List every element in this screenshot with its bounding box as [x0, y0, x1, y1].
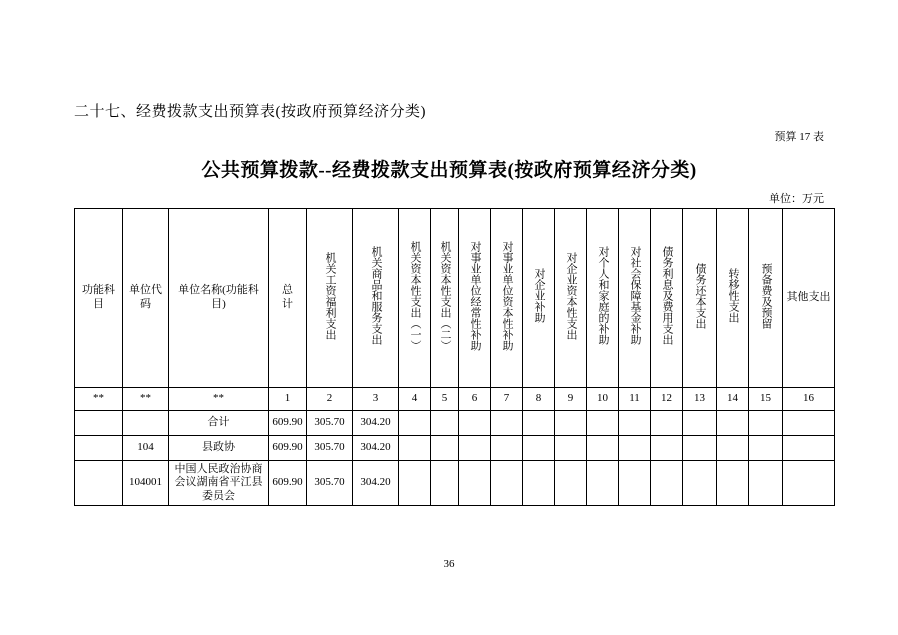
cell-capital-2 — [431, 436, 459, 461]
header-cell-unit-name — [169, 209, 269, 388]
cell-reserve — [749, 461, 783, 506]
col-num-cell: 2 — [307, 388, 353, 411]
col-num-cell: ** — [75, 388, 123, 411]
col-num-cell: ** — [123, 388, 169, 411]
cell-salary-welfare: 305.70 — [307, 436, 353, 461]
header-text: 转移性支出 — [726, 268, 739, 324]
col-num-cell: 6 — [459, 388, 491, 411]
cell-social-security — [619, 436, 651, 461]
cell-institution-recurrent — [459, 411, 491, 436]
col-num-cell: 4 — [399, 388, 431, 411]
cell-enterprise-subsidy — [523, 411, 555, 436]
cell-goods-services: 304.20 — [353, 436, 399, 461]
header-text: 机关资本性支出（二） — [438, 240, 451, 351]
header-text: 债务利息及费用支出 — [660, 246, 673, 346]
cell-institution-recurrent — [459, 461, 491, 506]
cell-transfer — [717, 436, 749, 461]
col-num-cell: 5 — [431, 388, 459, 411]
header-text: 单位代码 — [129, 284, 162, 310]
col-num-cell: 16 — [783, 388, 835, 411]
cell-total: 609.90 — [269, 461, 307, 506]
header-text: 对企业资本性支出 — [564, 251, 577, 340]
col-num-cell: 7 — [491, 388, 523, 411]
cell-total: 609.90 — [269, 436, 307, 461]
cell-unit-name: 县政协 — [169, 436, 269, 461]
cell-institution-capital — [491, 411, 523, 436]
cell-institution-recurrent — [459, 436, 491, 461]
header-cell-salary-welfare — [307, 209, 353, 388]
cell-other — [783, 461, 835, 506]
cell-capital-1 — [399, 436, 431, 461]
col-num-cell: 3 — [353, 388, 399, 411]
page-number: 36 — [443, 558, 455, 570]
cell-reserve — [749, 436, 783, 461]
col-num-cell: 11 — [619, 388, 651, 411]
header-text: 对个人和家庭的补助 — [596, 246, 609, 346]
header-text: 其他支出 — [786, 291, 831, 304]
header-cell-enterprise-subsidy — [523, 209, 555, 388]
cell-enterprise-capital — [555, 411, 587, 436]
header-text: 对事业单位资本性补助 — [500, 240, 513, 351]
cell-debt-interest — [651, 436, 683, 461]
cell-debt-principal — [683, 411, 717, 436]
cell-total: 609.90 — [269, 411, 307, 436]
col-num-cell: 8 — [523, 388, 555, 411]
header-text: 债务还本支出 — [693, 262, 706, 329]
cell-enterprise-subsidy — [523, 436, 555, 461]
header-text: 预备费及预留 — [759, 262, 772, 329]
cell-enterprise-subsidy — [523, 461, 555, 506]
col-num-cell: 14 — [717, 388, 749, 411]
header-text: 机关资本性支出（一） — [408, 240, 421, 351]
cell-goods-services: 304.20 — [353, 461, 399, 506]
cell-salary-welfare: 305.70 — [307, 461, 353, 506]
header-cell-capital-2 — [431, 209, 459, 388]
header-cell-function-subject — [75, 209, 123, 388]
cell-debt-interest — [651, 411, 683, 436]
header-cell-institution-recurrent — [459, 209, 491, 388]
budget-table — [74, 208, 835, 506]
col-num-cell: ** — [169, 388, 269, 411]
header-cell-transfer — [717, 209, 749, 388]
cell-debt-principal — [683, 436, 717, 461]
col-num-cell: 1 — [269, 388, 307, 411]
header-text: 功能科目 — [82, 284, 115, 310]
header-text: 对社会保障基金补助 — [628, 246, 641, 346]
cell-individual-family — [587, 461, 619, 506]
table-row — [75, 411, 835, 436]
cell-enterprise-capital — [555, 436, 587, 461]
cell-institution-capital — [491, 461, 523, 506]
cell-salary-welfare: 305.70 — [307, 411, 353, 436]
cell-unit-name: 合计 — [169, 411, 269, 436]
cell-capital-1 — [399, 461, 431, 506]
table-header-row — [75, 209, 835, 388]
header-cell-goods-services — [353, 209, 399, 388]
cell-transfer — [717, 461, 749, 506]
table-column-number-row — [75, 388, 835, 411]
header-text: 单位名称(功能科目) — [178, 284, 259, 310]
cell-goods-services: 304.20 — [353, 411, 399, 436]
cell-debt-principal — [683, 461, 717, 506]
cell-transfer — [717, 411, 749, 436]
header-text: 对企业补助 — [532, 268, 545, 324]
header-cell-total — [269, 209, 307, 388]
cell-unit-code: 104001 — [123, 461, 169, 506]
cell-capital-2 — [431, 411, 459, 436]
header-cell-capital-1 — [399, 209, 431, 388]
cell-other — [783, 411, 835, 436]
header-text: 机关工资福利支出 — [323, 251, 336, 340]
cell-reserve — [749, 411, 783, 436]
header-cell-enterprise-capital — [555, 209, 587, 388]
header-cell-reserve — [749, 209, 783, 388]
table-row — [75, 436, 835, 461]
unit-note: 单位：万元 — [769, 193, 824, 205]
header-cell-debt-principal — [683, 209, 717, 388]
col-num-cell: 13 — [683, 388, 717, 411]
cell-capital-2 — [431, 461, 459, 506]
cell-unit-name: 中国人民政治协商会议湖南省平江县委员会 — [169, 461, 269, 506]
header-cell-social-security — [619, 209, 651, 388]
header-cell-debt-interest — [651, 209, 683, 388]
col-num-cell: 15 — [749, 388, 783, 411]
table-row — [75, 461, 835, 506]
cell-social-security — [619, 411, 651, 436]
section-title: 二十七、经费拨款支出预算表(按政府预算经济分类) — [74, 104, 426, 120]
col-num-cell: 12 — [651, 388, 683, 411]
cell-function-subject — [75, 411, 123, 436]
form-code-label: 预算 17 表 — [774, 131, 824, 143]
cell-individual-family — [587, 411, 619, 436]
cell-other — [783, 436, 835, 461]
cell-capital-1 — [399, 411, 431, 436]
page-title: 公共预算拨款--经费拨款支出预算表(按政府预算经济分类) — [201, 160, 697, 181]
cell-enterprise-capital — [555, 461, 587, 506]
header-cell-institution-capital — [491, 209, 523, 388]
cell-function-subject — [75, 461, 123, 506]
header-cell-other — [783, 209, 835, 388]
header-text: 总 计 — [282, 284, 304, 310]
col-num-cell: 10 — [587, 388, 619, 411]
header-text: 对事业单位经常性补助 — [468, 240, 481, 351]
cell-function-subject — [75, 436, 123, 461]
cell-social-security — [619, 461, 651, 506]
header-cell-individual-family — [587, 209, 619, 388]
cell-debt-interest — [651, 461, 683, 506]
cell-institution-capital — [491, 436, 523, 461]
header-text: 机关商品和服务支出 — [369, 246, 382, 346]
cell-unit-code — [123, 411, 169, 436]
header-cell-unit-code — [123, 209, 169, 388]
cell-unit-code: 104 — [123, 436, 169, 461]
cell-individual-family — [587, 436, 619, 461]
col-num-cell: 9 — [555, 388, 587, 411]
